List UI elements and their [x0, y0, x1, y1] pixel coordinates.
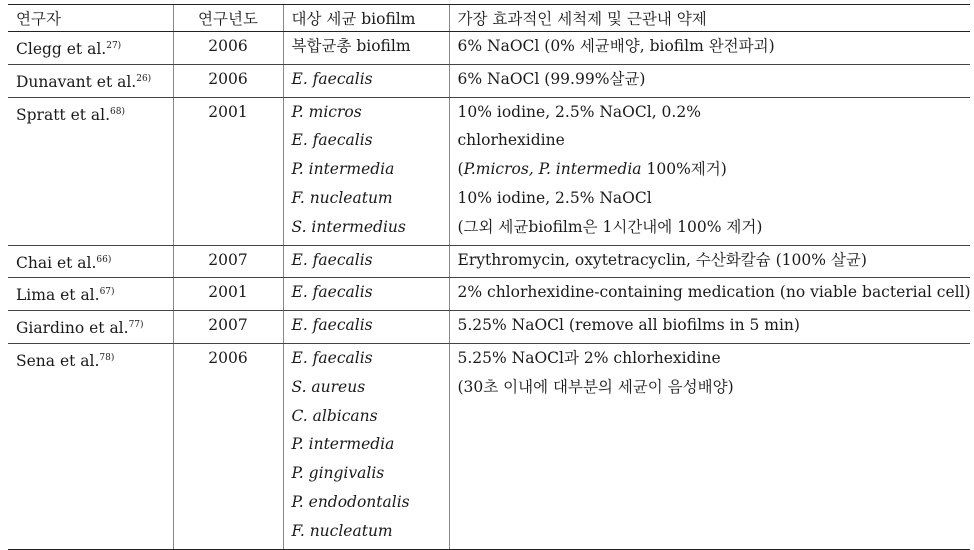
researcher-cell	[8, 278, 173, 311]
agent-text: 2% chlorhexidine-containing medication (no viable bacterial cell)	[457, 283, 971, 302]
biofilm-species: P. intermedia	[291, 160, 395, 179]
year-value: 2006	[208, 69, 248, 88]
agent-text: (30초 이내에 대부분의 세균이 음성배양)	[457, 377, 734, 396]
researcher-name: Chai et al.	[16, 253, 97, 272]
reference-number: 66)	[96, 254, 112, 265]
table-row	[8, 245, 970, 278]
agent-line	[458, 249, 971, 278]
table-header	[8, 5, 970, 32]
biofilm-species: E. faecalis	[291, 283, 373, 302]
researcher-cell	[8, 97, 173, 245]
agent-cell	[449, 278, 970, 311]
year-cell	[173, 343, 283, 549]
agent-cell	[449, 343, 970, 549]
year-value: 2001	[208, 102, 248, 121]
year-value: 2001	[208, 283, 248, 302]
researcher-line	[16, 347, 173, 376]
researcher-name: Sena et al.	[16, 351, 100, 370]
agent-text: 5.25% NaOCl과 2% chlorhexidine	[457, 348, 721, 367]
header-agent: 가장 효과적인 세척제 및 근관내 약제	[449, 5, 970, 32]
agent-line	[458, 158, 971, 187]
biofilm-species: E. faecalis	[291, 250, 373, 269]
researcher-name: Clegg et al.	[16, 40, 107, 58]
biofilm-species: E. faecalis	[291, 348, 373, 367]
agent-text: 6% NaOCl (0% 세균배양, biofilm 완전파괴)	[457, 37, 775, 55]
table-row	[8, 343, 970, 549]
agent-line	[458, 68, 971, 97]
biofilm-cell	[283, 278, 449, 311]
agent-line	[458, 187, 971, 216]
biofilm-species: E. faecalis	[291, 131, 373, 150]
reference-number: 68)	[110, 106, 125, 117]
table-row	[8, 278, 970, 311]
reference-number: 78)	[99, 352, 115, 363]
agent-text: P.micros, P. intermedia	[463, 160, 642, 179]
agent-text: 10% iodine, 2.5% NaOCl, 0.2%	[457, 102, 701, 121]
biofilm-species: P. micros	[291, 102, 362, 121]
biofilm-species: F. nucleatum	[291, 521, 393, 540]
agent-cell	[449, 64, 970, 97]
table-row	[8, 64, 970, 97]
year-value: 2006	[208, 348, 248, 367]
biofilm-cell	[283, 32, 449, 65]
agent-line	[458, 101, 971, 130]
researcher-line	[16, 101, 173, 130]
reference-number: 27)	[106, 41, 122, 51]
agent-cell	[449, 97, 970, 245]
agent-line	[458, 129, 971, 158]
agent-text: (그외 세균biofilm은 1시간내에 100% 제거)	[457, 217, 763, 236]
biofilm-species: S. aureus	[291, 377, 366, 396]
agent-cell	[449, 32, 970, 65]
agent-text: chlorhexidine	[457, 131, 565, 150]
biofilm-species: P. intermedia	[291, 435, 395, 454]
agent-text: 100%제거)	[641, 160, 727, 179]
reference-number: 77)	[128, 320, 144, 331]
researcher-cell	[8, 32, 173, 65]
reference-number: 26)	[136, 73, 152, 84]
year-cell	[173, 97, 283, 245]
researcher-line	[16, 35, 173, 64]
year-value: 2007	[208, 250, 248, 269]
researcher-cell	[8, 311, 173, 344]
biofilm-agent-table	[8, 4, 970, 550]
table-row	[8, 32, 970, 65]
year-cell	[173, 311, 283, 344]
agent-text: 6% NaOCl (99.99%살균)	[457, 69, 646, 88]
biofilm-species: P. gingivalis	[291, 464, 385, 483]
year-cell	[173, 32, 283, 65]
agent-text: (	[457, 160, 464, 179]
year-value: 2007	[208, 316, 248, 335]
researcher-line	[16, 314, 173, 343]
agent-line	[458, 347, 971, 376]
biofilm-species: 복합균총 biofilm	[291, 37, 411, 55]
biofilm-species: F. nucleatum	[291, 188, 393, 207]
year-cell	[173, 64, 283, 97]
biofilm-cell	[283, 245, 449, 278]
agent-text: 5.25% NaOCl (remove all biofilms in 5 min)	[457, 316, 800, 335]
agent-line	[458, 216, 971, 245]
researcher-name: Lima et al.	[16, 286, 100, 305]
researcher-cell	[8, 343, 173, 549]
researcher-name: Dunavant et al.	[16, 72, 137, 91]
biofilm-cell	[283, 64, 449, 97]
header-biofilm: 대상 세균 biofilm	[283, 5, 449, 32]
agent-line	[458, 35, 971, 64]
header-researcher: 연구자	[8, 5, 173, 32]
biofilm-species: P. endodontalis	[291, 492, 410, 511]
agent-cell	[449, 311, 970, 344]
agent-cell	[449, 245, 970, 278]
researcher-line	[16, 68, 173, 97]
agent-line	[458, 314, 971, 343]
header-row	[8, 5, 970, 32]
table-row	[8, 311, 970, 344]
header-year: 연구년도	[173, 5, 283, 32]
table-row	[8, 97, 970, 245]
agent-text: Erythromycin, oxytetracyclin, 수산화칼슘 (100% 살균)	[457, 250, 867, 269]
table-body	[8, 32, 970, 550]
biofilm-species: S. intermedius	[291, 217, 406, 236]
researcher-name: Giardino et al.	[16, 319, 129, 338]
agent-line	[458, 376, 971, 405]
year-cell	[173, 278, 283, 311]
researcher-line	[16, 281, 173, 310]
researcher-name: Spratt et al.	[16, 105, 111, 124]
agent-line	[458, 281, 971, 310]
biofilm-species: C. albicans	[291, 406, 378, 425]
agent-text: 10% iodine, 2.5% NaOCl	[457, 188, 652, 207]
year-cell	[173, 245, 283, 278]
researcher-cell	[8, 64, 173, 97]
biofilm-cell	[283, 97, 449, 245]
reference-number: 67)	[99, 287, 115, 298]
researcher-cell	[8, 245, 173, 278]
biofilm-species: E. faecalis	[291, 69, 373, 88]
researcher-line	[16, 249, 173, 278]
biofilm-species: E. faecalis	[291, 316, 373, 335]
biofilm-cell	[283, 343, 449, 549]
year-value: 2006	[208, 37, 248, 55]
biofilm-cell	[283, 311, 449, 344]
